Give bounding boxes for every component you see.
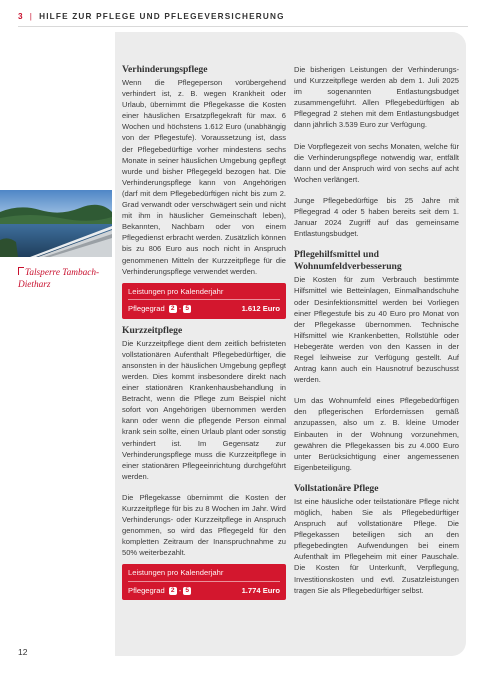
care-grade-to-badge: 5: [183, 305, 191, 313]
benefit-box-kurzzeitpflege: [122, 564, 286, 600]
benefit-amount: 1.612 Euro: [241, 304, 280, 314]
benefit-box-verhinderungspflege: [122, 283, 286, 319]
heading-kurzzeitpflege: Kurzzeitpflege: [122, 324, 183, 336]
paragraph: Die Pflegekasse übernimmt die Kosten der Kurzzeitpflege für bis zu 8 Wochen im Jahr. Wird Verhinderungs- oder Kurzzeitpflege in Anspruch genommen, so wird das Pflegegeld für den kompletten Zeitraum der Inanspruchnahme zu 50% weiterbezahlt.: [122, 492, 286, 558]
care-grade-to-badge: 5: [183, 587, 191, 595]
care-grade-dash: -: [178, 304, 182, 314]
care-grade-label: Pflegegrad: [128, 585, 165, 595]
photo-dam-landscape-image: [0, 190, 112, 257]
photo-dam-landscape: [0, 190, 112, 257]
paragraph: Die Kurzzeitpflege dient dem zeitlich befristeten vollstationären Aufenthalt Pflegebedürftiger, die ansonsten in der häuslichen Umgebung gepflegt werden. Dies kommt insbesondere direkt nach einer stationären Krankenhausbehandlung in Betracht, wenn die Pflege zum Beispiel nicht sofort von Angehörigen übernommen werden kann oder wenn die pflegende Person einmal krank sein sollte, einen Urlaub plant oder sonstig verhindert ist. Im Gegensatz zur Verhinderungspflege muss die Kurzzeitpflege in einer stationären Pflegeeinrichtung durchgeführt werden.: [122, 338, 286, 481]
right-text-column: [294, 64, 459, 596]
caption-text: Talsperre Tambach-Dietharz: [18, 268, 100, 290]
page-number: 12: [18, 647, 28, 657]
benefit-box-label: Leistungen pro Kalenderjahr: [128, 286, 280, 301]
heading-vollstationaere-pflege: Vollstationäre Pflege: [294, 482, 379, 494]
chapter-number: 3: [18, 11, 24, 21]
paragraph: Ist eine häusliche oder teilstationäre Pflege nicht möglich, haben Sie als Pflegebedürftiger Anspruch auf vollstationäre Pflege. Die Pflegekassen beteiligen sich an den pflegebedingten Aufwendungen bei einem Aufenthalt im Pflegeheim mit einer Pauschale. Die Kosten für Unterkunft, Verpflegung, Investitionskosten und evtl. Zusatzleistungen tragen Sie als Pflegebedürftiger selbst.: [294, 496, 459, 595]
running-header: [18, 8, 468, 24]
paragraph: Die Kosten für zum Verbrauch bestimmte Hilfsmittel wie Betteinlagen, Einmalhandschuhe oder Desinfektionsmittel werden bei Vorliegen einer Pflegestufe bis zu 40 Euro pro Monat von der Pflegekasse übernommen. Technische Hilfsmittel wie Krankenbetten, Rollstühle oder Hebegeräte werden von den Kassen in der Regel leihweise zur Verfügung gestellt. Auf Antrag kann auch ein Hausnotruf bezuschusst werden.: [294, 275, 459, 385]
caption-corner-icon: [18, 267, 24, 275]
paragraph: Wenn die Pflegeperson vorübergehend verhindert ist, z. B. wegen Krankheit oder Urlaub, übernimmt die Pflegekasse die Kosten einer häuslichen Ersatzpflegekraft für max. 6 Wochen und höchstens 1.612 Euro (unabhängig von der Pflegestufe). Voraussetzung ist, dass der Pflegebedürftige vorher mindestens sechs Monate in seiner häuslichen Umgebung gepflegt wurde und bisher Pflegegeld bezogen hat. Die Verhinderungspflege kann von Angehörigen (darf mit dem Pflegebedürftigen nicht bis zum 2. Grad verwandt oder verschwägert sein und nicht mit ihm in häuslicher Gemeinschaft leben), Bekannten, Nachbarn oder von einem Pflegedienst erbracht werden. Zusätzlich können bis zu 806 Euro aus noch nicht in Anspruch genommenen Mitteln der Kurzzeitpflege für die Verhinderungspflege verwendet werden.: [122, 78, 286, 276]
left-text-column: [122, 64, 286, 606]
header-separator: |: [29, 11, 34, 21]
care-grade-dash: -: [178, 585, 182, 595]
benefit-box-label: Leistungen pro Kalenderjahr: [128, 567, 280, 582]
paragraph: Die Vorpflegezeit von sechs Monaten, welche für die Verhinderungspflege notwendig war, entfällt dann und der Anspruch wird von sechs auf acht Wochen verlängert.: [294, 141, 459, 184]
care-grade-from-badge: 2: [169, 587, 177, 595]
header-divider: [18, 26, 468, 27]
chapter-title: HILFE ZUR PFLEGE UND PFLEGEVERSICHERUNG: [39, 11, 285, 21]
heading-pflegehilfsmittel: Pflegehilfsmittel und Wohnumfeldverbesserung: [294, 249, 402, 273]
paragraph: Die bisherigen Leistungen der Verhinderungs- und Kurzzeitpflege werden ab dem 1. Juli 2025 im sogenannten Entlastungsbudget zusammengeführt. Allen Pflegebedürftigen ab Pflegegrad 2 stehen mit dem Entlastungsbudget dann jährlich 3.539 Euro zur Verfügung.: [294, 65, 459, 130]
paragraph: Um das Wohnumfeld eines Pflegebedürftigen den pflegerischen Erfordernissen gemäß anzupassen, also um z. B. kleine Umoder Einbauten in der Wohnung vorzunehmen, gewähren die Pflegekassen bis zu 4.000 Euro unter Berücksichtigung einer angemessenen Eigenbeteiligung.: [294, 396, 459, 472]
care-grade-from-badge: 2: [169, 305, 177, 313]
heading-verhinderungspflege: Verhinderungspflege: [122, 64, 208, 75]
paragraph: Junge Pflegebedürftige bis 25 Jahre mit Pflegegrad 4 oder 5 haben bereits seit dem 1. Januar 2024 Zugriff auf das gemeinsame Entlastungsbudget.: [294, 195, 459, 239]
care-grade-label: Pflegegrad: [128, 304, 165, 314]
photo-caption: [18, 267, 113, 291]
benefit-amount: 1.774 Euro: [241, 585, 280, 595]
